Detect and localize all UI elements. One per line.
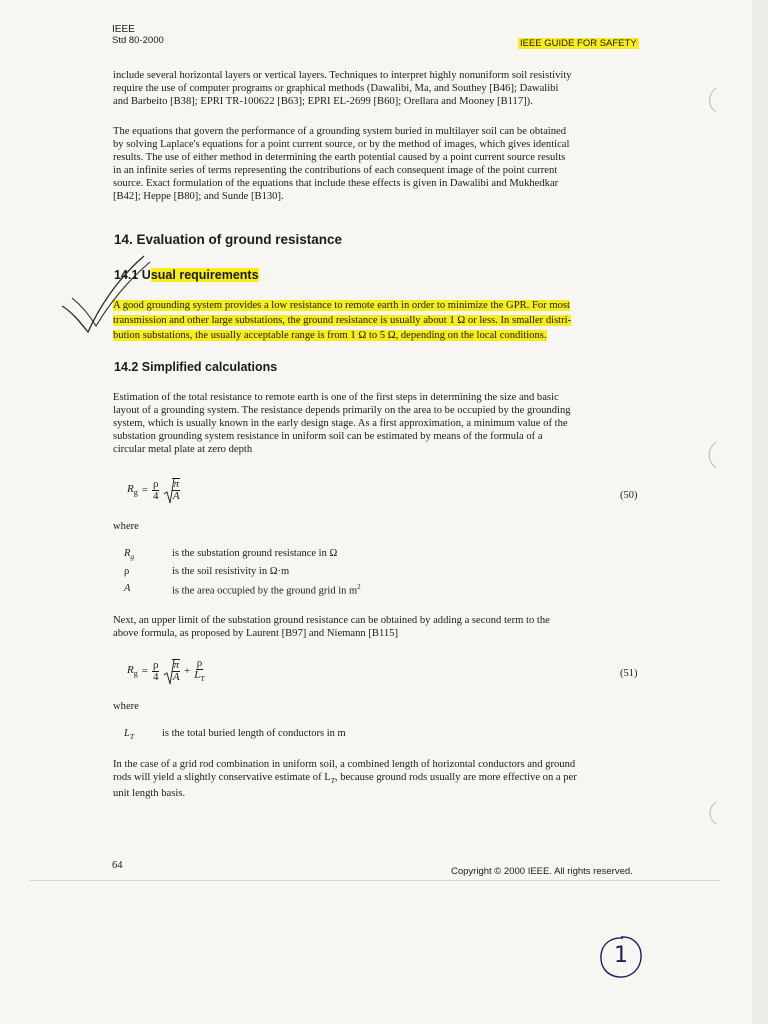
text-line: and Barbeito [B38]; EPRI TR-100622 [B63]; EPRI EL-2699 [B60]; Orellara and Mooney [B117]). <box>113 96 533 107</box>
text-line: rods will yield a slightly conservative estimate of $L_T$, because ground rods usually are more effective on a per <box>113 772 577 786</box>
text-line: layout of a grounding system. The resistance depends primarily on the area to be occupied by the grounding <box>113 405 571 416</box>
section-14-1-title: sual requirements <box>150 268 259 282</box>
text-line: The equations that govern the performance of a grounding system buried in multilayer soil can be obtained <box>113 126 567 137</box>
circled-number: 1 <box>614 943 628 968</box>
text-line: in an infinite series of terms representing the contributions of each consequent image of the point current <box>113 165 558 176</box>
eq51-fraction: $\frac{\rho}{4}$ <box>152 658 159 683</box>
eq50-fraction: $\frac{\rho}{4}$ <box>152 477 159 502</box>
section-14-heading: 14. Evaluation of ground resistance <box>114 232 343 247</box>
where-label-2: where <box>113 701 139 712</box>
text-line: substation grounding system resistance in uniform soil can be estimated by means of the formula of a <box>113 431 543 442</box>
paragraph-equations <box>113 125 641 203</box>
footer-copyright: Copyright © 2000 IEEE. All rights reserved. <box>451 866 633 877</box>
header-running-title: IEEE GUIDE FOR SAFETY <box>520 38 637 49</box>
margin-mark-icon <box>704 86 718 114</box>
paragraph-grid-rod <box>113 758 641 800</box>
equation-50-number: (50) <box>620 490 638 501</box>
text-line: results. The use of either method in determining the earth potential caused by a point current source results <box>113 152 566 163</box>
scan-edge <box>752 0 768 1024</box>
circled-annotation <box>598 934 644 980</box>
text-line: transmission and other large substations, the ground resistance is usually about 1 Ω or less. In smaller distri- <box>113 315 572 326</box>
header-org: IEEE <box>112 24 135 35</box>
eq50-lhs: $R_g$ <box>127 482 138 498</box>
section-14-2-heading: 14.2 Simplified calculations <box>114 360 278 374</box>
text-line: require the use of computer programs or graphical methods (Dawalibi, Ma, and Southey [B46]; Dawalibi <box>113 83 559 94</box>
paragraph-upper-limit <box>113 614 641 640</box>
footer-rule <box>30 880 720 881</box>
paragraph-layers <box>113 69 641 108</box>
text-line: In the case of a grid rod combination in uniform soil, a combined length of horizontal conductors and ground <box>113 759 576 770</box>
text-line: include several horizontal layers or vertical layers. Techniques to interpret highly nonuniform soil resistivity <box>113 70 572 81</box>
eq51-sqrt: $\frac{\pi}{A}$ <box>163 659 180 683</box>
text-line: Next, an upper limit of the substation ground resistance can be obtained by adding a second term to the <box>113 615 550 626</box>
equation-50 <box>127 478 180 502</box>
text-line: above formula, as proposed by Laurent [B97] and Niemann [B115] <box>113 628 398 639</box>
text-line: Estimation of the total resistance to remote earth is one of the first steps in determining the size and basic <box>113 392 559 403</box>
equation-51 <box>127 658 205 684</box>
margin-mark-icon <box>704 800 718 826</box>
eq50-equals: = <box>141 484 148 496</box>
section-14-1-number: 14.1 U <box>114 268 151 282</box>
eq51-equals: = <box>141 665 148 678</box>
where-label-1: where <box>113 521 139 532</box>
header-std: Std 80-2000 <box>112 35 164 46</box>
text-line: unit length basis. <box>113 788 186 800</box>
text-line: [B42]; Heppe [B80]; and Sunde [B130]. <box>113 191 284 202</box>
text-line: circular metal plate at zero depth <box>113 444 253 455</box>
text-line: source. Exact formulation of the equations that include these effects is given in Dawalibi and Mukhedkar <box>113 178 559 189</box>
text-line: system, which is usually known in the early design stage. As a first approximation, a minimum value of the <box>113 418 568 429</box>
text-line: A good grounding system provides a low resistance to remote earth in order to minimize the GPR. For most <box>113 300 570 311</box>
text-line: by solving Laplace's equations for a point current source, or by the method of images, which gives identical <box>113 139 570 150</box>
handwritten-checkmark-icon <box>58 250 158 340</box>
paragraph-simplified <box>113 391 641 456</box>
paragraph-usual-requirements <box>113 298 641 343</box>
eq51-fraction-2: $\frac{\rho}{L_T}$ <box>194 657 205 684</box>
eq50-sqrt: $\frac{\pi}{A}$ <box>163 478 180 502</box>
margin-mark-icon <box>704 440 718 470</box>
equation-51-number: (51) <box>620 668 638 679</box>
text-line: bution substations, the usually acceptable range is from 1 Ω to 5 Ω, depending on the local conditions. <box>113 330 547 341</box>
eq51-lhs: $R_g$ <box>127 664 138 679</box>
eq51-plus: + <box>183 665 191 678</box>
page-number: 64 <box>112 860 123 871</box>
